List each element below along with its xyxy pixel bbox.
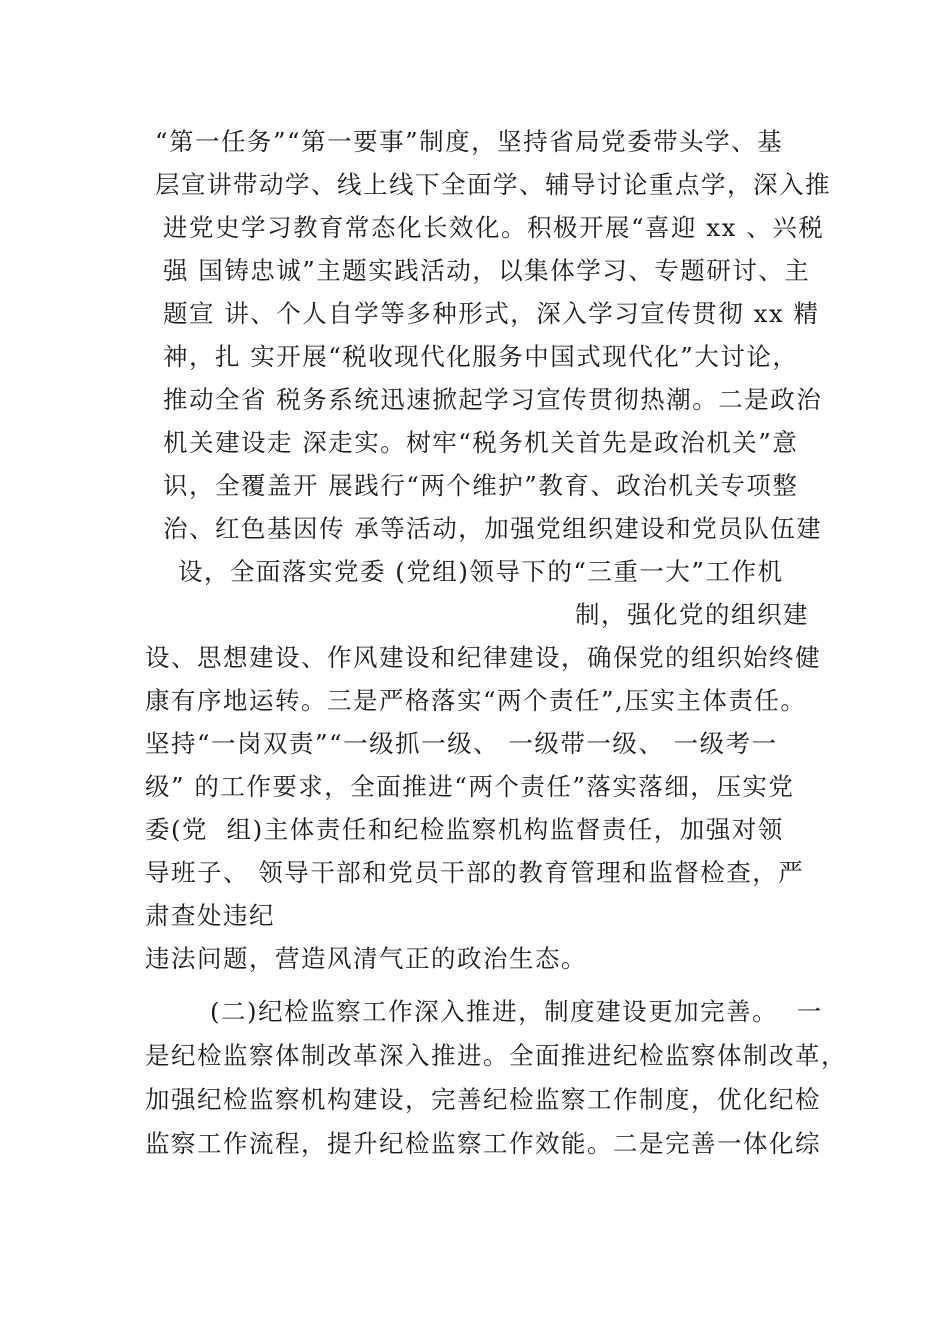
- text-line: 委(党 组)主体责任和纪检监察机构监督责任，加强对领: [145, 815, 784, 844]
- text-line: 制，强化党的组织建: [575, 600, 809, 629]
- text-line: 加强纪检监察机构建设，完善纪检监察工作制度，优化纪检: [145, 1085, 821, 1114]
- text-line: 机关建设走 深走实。树牢“税务机关首先是政治机关”意: [163, 428, 799, 457]
- text-line: 推动全省 税务系统迅速掀起学习宣传贯彻热潮。二是政治: [163, 385, 823, 414]
- text-line: 是纪检监察体制改革深入推进。全面推进纪检监察体制改革，: [145, 1041, 847, 1070]
- text-line: 违法问题，营造风清气正的政治生态。: [145, 944, 587, 973]
- text-line: 识，全覆盖开 展践行“两个维护”教育、政治机关专项整: [163, 471, 799, 500]
- text-line: 康有序地运转。三是严格落实“两个责任”,压实主体责任。: [145, 686, 807, 715]
- text-line: 坚持“一岗双责”“一级抓一级、 一级带一级、 一级考一: [145, 729, 778, 758]
- text-line: 肃查处违纪: [145, 901, 275, 930]
- text-line: 强 国铸忠诚”主题实践活动，以集体学习、专题研讨、主: [163, 256, 811, 285]
- text-line: 题宣 讲、个人自学等多种形式，深入学习宣传贯彻 xx 精: [163, 299, 820, 328]
- text-line: 治、红色基因传 承等活动，加强党组织建设和党员队伍建: [163, 514, 823, 543]
- text-line: 设，全面落实党委 (党组)领导下的“三重一大”工作机: [178, 557, 784, 586]
- section-heading-line: (二)纪检监察工作深入推进，制度建设更加完善。 一: [210, 997, 823, 1026]
- text-line: 神，扎 实开展“税收现代化服务中国式现代化”大讨论，: [163, 342, 799, 371]
- text-line: 级” 的工作要求，全面推进“两个责任”落实落细，压实党: [145, 772, 795, 801]
- text-line: 监察工作流程，提升纪检监察工作效能。二是完善一体化综: [145, 1129, 821, 1158]
- text-line: 设、思想建设、作风建设和纪律建设，确保党的组织始终健: [145, 643, 821, 672]
- text-line: 导班子、 领导干部和党员干部的教育管理和监督检查，严: [145, 858, 805, 887]
- text-line: 层宣讲带动学、线上线下全面学、辅导讨论重点学，深入推: [155, 170, 831, 199]
- text-line: 进党史学习教育常态化长效化。积极开展“喜迎 xx 、兴税: [163, 213, 825, 242]
- text-line: “第一任务”“第一要事”制度，坚持省局党委带头学、基: [155, 127, 784, 156]
